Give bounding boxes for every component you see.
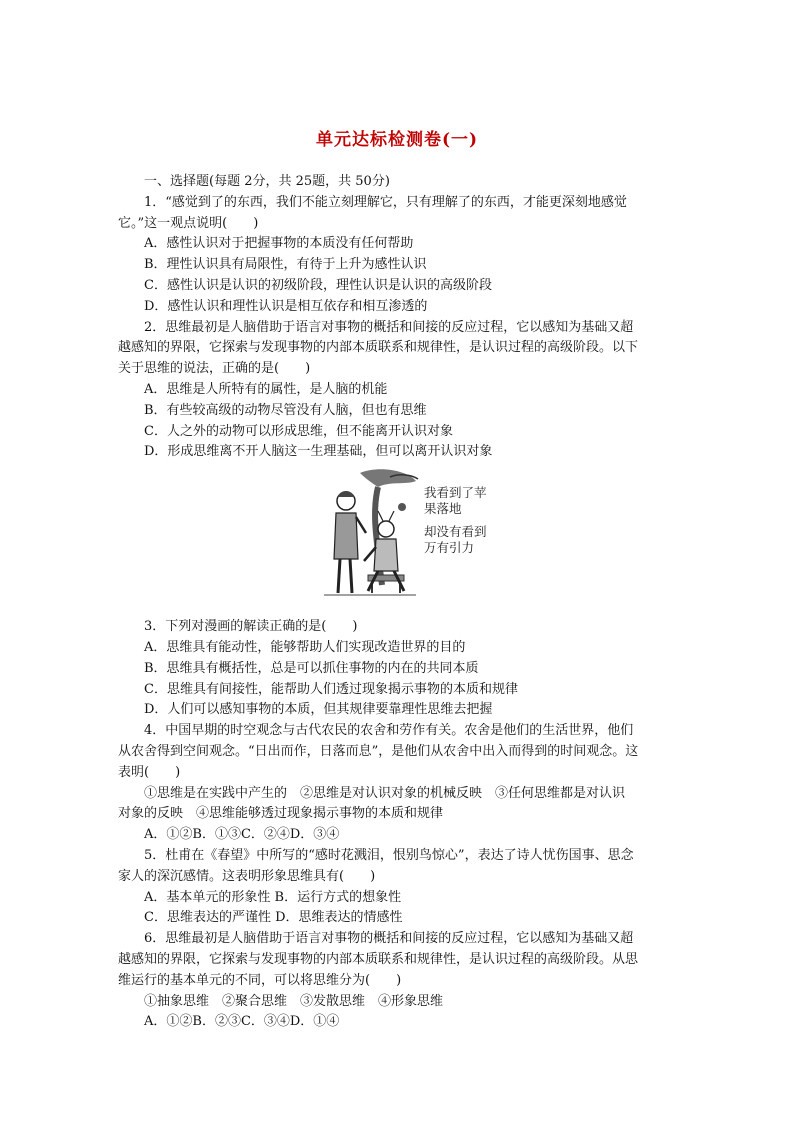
option-row: A．①②B．②③C．③④D．①④	[144, 1014, 340, 1030]
option-c: C．人之外的动物可以形成思维，但不能离开认识对象	[144, 423, 453, 439]
option-a: A．思维具有能动性，能够帮助人们实现改造世界的目的	[144, 639, 466, 655]
option-a: A．思维是人所特有的属性，是人脑的机能	[144, 381, 388, 397]
question-stem-line: 越感知的界限，它探索与发现事物的内部本质联系和规律性，是认识过程的高级阶段。从思	[118, 951, 639, 967]
question-stem-line: 家人的深沉感情。这表明形象思维具有( )	[118, 868, 376, 884]
cartoon-caption-line: 万有引力	[424, 540, 475, 556]
option-row: A．①②B．①③C．②④D．③④	[144, 827, 340, 843]
question-stem-line: 它。”这一观点说明( )	[118, 215, 259, 231]
question-stem-line: 关于思维的说法，正确的是( )	[118, 361, 311, 377]
question-4	[118, 721, 678, 846]
section-header: 一、选择题(每题 2分，共 25题，共 50分)	[144, 174, 390, 189]
option-a: A．感性认识对于把握事物的本质没有任何帮助	[144, 236, 414, 252]
option-c: C．感性认识是认识的初级阶段，理性认识是认识的高级阶段	[144, 277, 492, 293]
option-d: D．感性认识和理性认识是相互依存和相互渗透的	[144, 298, 428, 314]
question-2	[118, 318, 678, 464]
question-stem-line: 1．“感觉到了的东西，我们不能立刻理解它，只有理解了的东西，才能更深刻地感觉	[144, 194, 627, 210]
question-stem-line: 4．中国早期的时空观念与古代农民的农舍和劳作有关。农舍是他们的生活世界，他们	[144, 723, 634, 739]
cartoon-caption-line: 果落地	[424, 501, 462, 517]
question-1	[118, 193, 678, 318]
newton-apple-cartoon-illustration	[320, 467, 420, 602]
question-stem-line: 越感知的界限，它探索与发现事物的内部本质联系和规律性，是认识过程的高级阶段。以下	[118, 340, 639, 356]
page-title: 单元达标检测卷(一)	[315, 130, 479, 150]
question-stem-line: 5．杜甫在《春望》中所写的“感时花溅泪，恨别鸟惊心”，表达了诗人忧伤国事、思念	[144, 847, 634, 863]
option-b: B．思维具有概括性，总是可以抓住事物的内在的共同本质	[144, 660, 479, 676]
question-stem-line: 2．思维最初是人脑借助于语言对事物的概括和间接的反应过程，它以感知为基础又超	[144, 319, 634, 335]
question-stem-line: 表明( )	[118, 764, 181, 780]
statement-line: 对象的反映 ④思维能够透过现象揭示事物的本质和规律	[118, 806, 444, 822]
statement-line: ①抽象思维 ②聚合思维 ③发散思维 ④形象思维	[144, 993, 444, 1009]
option-d: D．人们可以感知事物的本质，但其规律要靠理性思维去把握	[144, 702, 493, 718]
question-3	[118, 617, 678, 721]
cartoon-caption-line: 却没有看到	[424, 524, 487, 540]
question-stem-line: 3．下列对漫画的解读正确的是( )	[144, 619, 358, 635]
option-b: B．理性认识具有局限性，有待于上升为感性认识	[144, 257, 427, 273]
option-row: A．基本单元的形象性 B．运行方式的想象性	[144, 889, 402, 905]
option-row: C．思维表达的严谨性 D．思维表达的情感性	[144, 910, 403, 926]
option-b: B．有些较高级的动物尽管没有人脑，但也有思维	[144, 402, 427, 418]
question-stem-line: 维运行的基本单元的不同，可以将思维分为( )	[118, 972, 402, 988]
question-stem-line: 6．思维最初是人脑借助于语言对事物的概括和间接的反应过程，它以感知为基础又超	[144, 931, 634, 947]
exam-content	[118, 172, 678, 1033]
option-d: D．形成思维离不开人脑这一生理基础，但可以离开认识对象	[144, 444, 493, 460]
cartoon-caption-line: 我看到了苹	[424, 485, 487, 501]
question-5	[118, 846, 678, 929]
question-stem-line: 从农舍得到空间观念。“日出而作，日落而息”，是他们从农舍中出入而得到的时间观念。这	[118, 743, 639, 759]
question-6	[118, 929, 678, 1033]
option-c: C．思维具有间接性，能帮助人们透过现象揭示事物的本质和规律	[144, 681, 518, 697]
cartoon-figure	[118, 467, 678, 615]
statement-line: ①思维是在实践中产生的 ②思维是对认识对象的机械反映 ③任何思维都是对认识	[144, 785, 626, 801]
